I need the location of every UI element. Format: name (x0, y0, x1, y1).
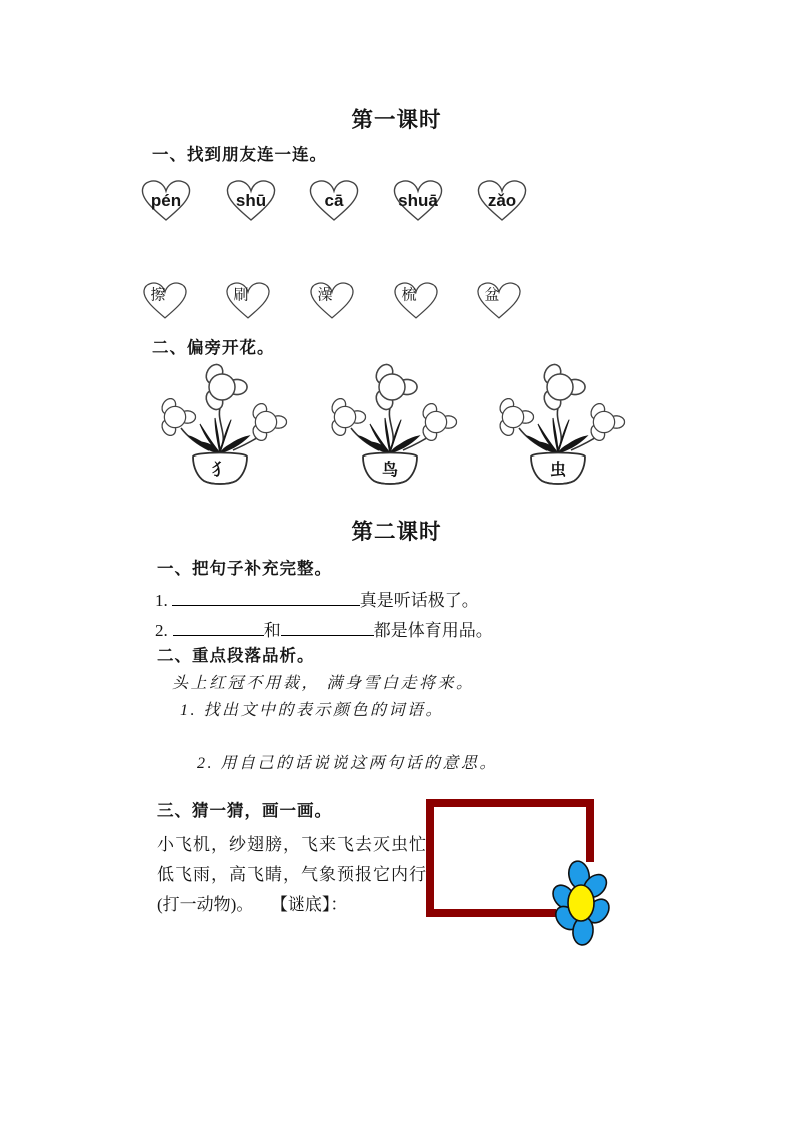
blue-flower-icon (552, 858, 616, 953)
pinyin-label: shuā (398, 190, 438, 210)
riddle-answer-label: 【谜底】： (279, 895, 348, 914)
radical-flower-diagram (315, 360, 465, 485)
character-heart (307, 279, 357, 321)
section-find-friends-heading: 一、找到朋友连一连。 (152, 146, 327, 164)
passage-text: 头上红冠不用裁， 满身雪白走将来。 (172, 675, 475, 692)
riddle-hint: (打一动物)。 (157, 895, 254, 914)
sentence-2-connector: 和 (263, 621, 281, 640)
character-label: 擦 (150, 287, 166, 304)
pinyin-heart (390, 177, 446, 223)
riddle-line-1: 小飞机，纱翅膀，飞来飞去灭虫忙， (157, 835, 445, 854)
pinyin-heart (474, 177, 530, 223)
character-heart (474, 279, 524, 321)
character-label: 盆 (484, 287, 500, 304)
pinyin-label: shū (235, 190, 267, 210)
lesson2-title: 第二课时 (351, 520, 442, 544)
section-complete-sentences-heading: 一、把句子补充完整。 (157, 560, 332, 578)
question-1: 1. 找出文中的表示颜色的词语。 (180, 702, 445, 719)
pinyin-label: zǎo (487, 190, 517, 210)
character-heart (140, 279, 190, 321)
question-2: 2. 用自己的话说说这两句话的意思。 (197, 755, 499, 772)
pinyin-heart (306, 177, 362, 223)
sentence-2-blank-2 (281, 618, 374, 636)
sentence-2-number: 2. (155, 621, 168, 640)
radical-character: 虫 (549, 462, 567, 479)
character-label: 梳 (401, 287, 417, 304)
section-riddle-heading: 三、猜一猜，画一画。 (157, 802, 332, 820)
radical-flower-diagram (145, 360, 295, 485)
radical-character: 鸟 (381, 462, 399, 479)
pinyin-label: pén (150, 190, 182, 210)
sentence-2-tail: 都是体育用品。 (373, 621, 493, 640)
sentence-2-blank-1 (173, 618, 264, 636)
section-passage-analysis-heading: 二、重点段落品析。 (157, 647, 315, 665)
sentence-1-blank (172, 588, 360, 606)
radical-flower-diagram (483, 360, 633, 485)
character-heart (223, 279, 273, 321)
section-radical-flowers-heading: 二、偏旁开花。 (152, 339, 275, 357)
sentence-1-tail: 真是听话极了。 (359, 591, 479, 610)
pinyin-heart (223, 177, 279, 223)
character-label: 刷 (233, 287, 249, 304)
character-heart (391, 279, 441, 321)
sentence-2 (155, 616, 493, 641)
lesson1-title: 第一课时 (351, 108, 442, 132)
sentence-1 (155, 586, 479, 611)
character-label: 澡 (317, 287, 333, 304)
flower-pot-icon (315, 360, 465, 485)
pinyin-label: cā (324, 190, 344, 210)
flower-pot-icon (145, 360, 295, 485)
radical-character: 犭 (211, 462, 229, 479)
riddle-line-2: 低飞雨，高飞睛，气象预报它内行。 (157, 865, 445, 884)
flower-pot-icon (483, 360, 633, 485)
riddle-footer (157, 890, 347, 915)
pinyin-heart (138, 177, 194, 223)
sentence-1-number: 1. (155, 591, 168, 610)
